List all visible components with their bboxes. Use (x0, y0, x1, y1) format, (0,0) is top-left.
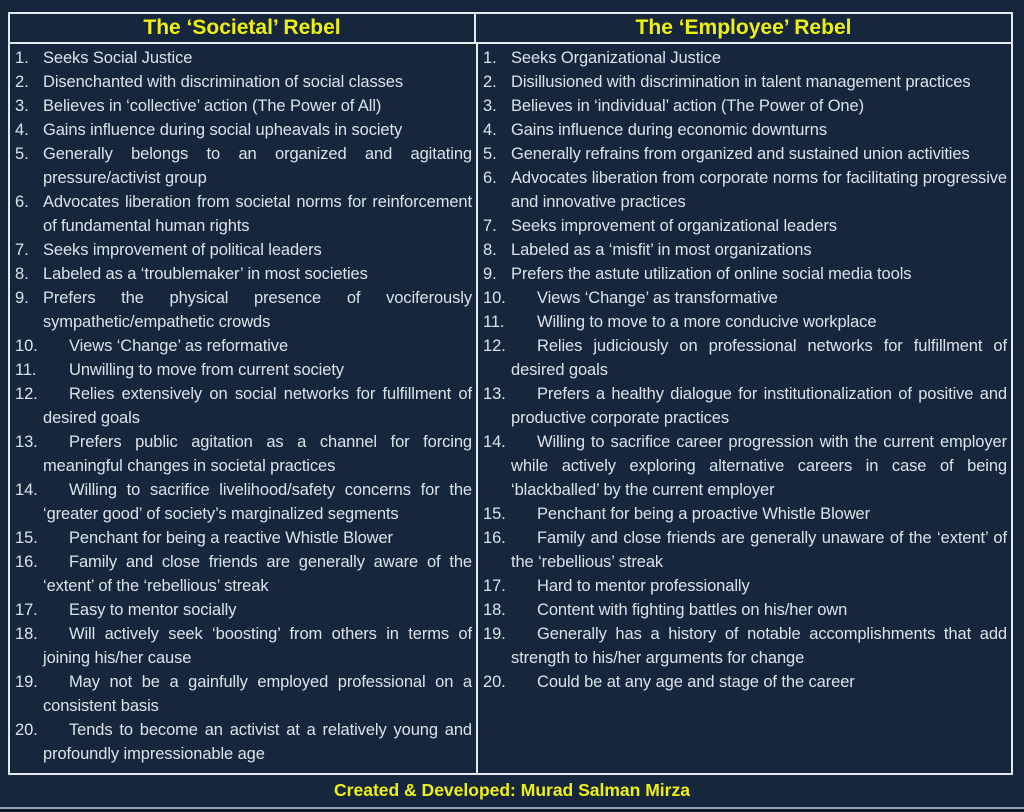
item-text: Advocates liberation from corporate norms for facilitating progressive and innovative practices (511, 169, 1007, 211)
list-item (15, 550, 472, 598)
list-item (15, 262, 472, 286)
item-text: Believes in ‘individual’ action (The Power of One) (511, 97, 864, 115)
item-text: Views ‘Change’ as transformative (537, 289, 778, 307)
item-text: Seeks Social Justice (43, 49, 193, 67)
item-text: Relies judiciously on professional networks for fulfillment of desired goals (511, 337, 1007, 379)
item-text: Willing to sacrifice career progression with the current employer while actively exploring alternative careers in case of being ‘blackballed’ by the current employer (511, 433, 1007, 499)
list-item (15, 526, 472, 550)
list-item (15, 598, 472, 622)
item-number: 4. (15, 121, 29, 139)
item-number: 20. (15, 721, 38, 739)
list-item (15, 334, 472, 358)
list-item (15, 46, 472, 70)
societal-rebel-list (10, 44, 478, 773)
item-number: 18. (15, 625, 38, 643)
item-number: 2. (15, 73, 29, 91)
item-text: Hard to mentor professionally (537, 577, 750, 595)
list-item (483, 574, 1007, 598)
list-item (15, 430, 472, 478)
item-text: Generally refrains from organized and sustained union activities (511, 145, 970, 163)
item-number: 9. (483, 265, 497, 283)
item-number: 5. (483, 145, 497, 163)
item-number: 14. (15, 481, 38, 499)
item-text: Penchant for being a reactive Whistle Blower (69, 529, 393, 547)
list-item (15, 70, 472, 94)
item-number: 10. (483, 289, 506, 307)
item-text: Disenchanted with discrimination of social classes (43, 73, 403, 91)
list-item (483, 262, 1007, 286)
list-item (483, 334, 1007, 382)
item-text: Prefers the physical presence of vociferously sympathetic/empathetic crowds (43, 289, 472, 331)
item-text: Generally has a history of notable accomplishments that add strength to his/her arguments for change (511, 625, 1007, 667)
item-text: May not be a gainfully employed professional on a consistent basis (43, 673, 472, 715)
item-number: 20. (483, 673, 506, 691)
item-text: Believes in ‘collective’ action (The Power of All) (43, 97, 382, 115)
item-number: 15. (483, 505, 506, 523)
item-number: 3. (483, 97, 497, 115)
item-text: Seeks improvement of political leaders (43, 241, 322, 259)
list-item (15, 94, 472, 118)
list-item (483, 118, 1007, 142)
item-number: 15. (15, 529, 38, 547)
list-item (483, 142, 1007, 166)
column-header-societal-rebel: The ‘Societal’ Rebel (10, 14, 476, 42)
list-item (483, 382, 1007, 430)
list-item (483, 526, 1007, 574)
table-header-row (10, 14, 1011, 44)
item-text: Labeled as a ‘troublemaker’ in most societies (43, 265, 368, 283)
item-number: 8. (15, 265, 29, 283)
list-item (15, 142, 472, 190)
item-number: 11. (483, 313, 505, 331)
item-text: Family and close friends are generally aware of the ‘extent’ of the ‘rebellious’ streak (43, 553, 472, 595)
item-text: Family and close friends are generally unaware of the ‘extent’ of the ‘rebellious’ streak (511, 529, 1007, 571)
item-text: Unwilling to move from current society (69, 361, 344, 379)
item-number: 14. (483, 433, 506, 451)
item-text: Gains influence during social upheavals in society (43, 121, 403, 139)
item-text: Prefers a healthy dialogue for institutionalization of positive and productive corporate practices (511, 385, 1007, 427)
list-item (483, 430, 1007, 502)
list-item (483, 670, 1007, 694)
item-text: Advocates liberation from societal norms for reinforcement of fundamental human rights (43, 193, 472, 235)
item-number: 13. (483, 385, 506, 403)
item-text: Easy to mentor socially (69, 601, 237, 619)
item-number: 7. (15, 241, 29, 259)
list-item (483, 286, 1007, 310)
list-item (483, 310, 1007, 334)
list-item (483, 598, 1007, 622)
item-number: 19. (15, 673, 38, 691)
item-text: Penchant for being a proactive Whistle Blower (537, 505, 871, 523)
item-text: Could be at any age and stage of the career (537, 673, 855, 691)
item-text: Prefers public agitation as a channel for forcing meaningful changes in societal practices (43, 433, 472, 475)
list-item (483, 166, 1007, 214)
item-text: Willing to sacrifice livelihood/safety concerns for the ‘greater good’ of society’s marginalized segments (43, 481, 472, 523)
list-item (15, 622, 472, 670)
item-text: Willing to move to a more conducive workplace (537, 313, 877, 331)
item-text: Generally belongs to an organized and agitating pressure/activist group (43, 145, 472, 187)
item-number: 1. (15, 49, 29, 67)
item-number: 3. (15, 97, 29, 115)
list-item (483, 46, 1007, 70)
list-item (483, 214, 1007, 238)
item-number: 6. (15, 193, 29, 211)
credit-line: Created & Developed: Murad Salman Mirza (334, 780, 690, 800)
item-text: Labeled as a ‘misfit’ in most organizations (511, 241, 812, 259)
list-item (15, 190, 472, 238)
item-number: 6. (483, 169, 497, 187)
list-item (15, 118, 472, 142)
item-text: Prefers the astute utilization of online social media tools (511, 265, 912, 283)
list-item (15, 478, 472, 526)
list-item (15, 670, 472, 718)
item-text: Views ‘Change’ as reformative (69, 337, 289, 355)
list-item (483, 70, 1007, 94)
item-number: 12. (15, 385, 38, 403)
item-number: 16. (15, 553, 38, 571)
list-item (15, 358, 472, 382)
item-number: 11. (15, 361, 37, 379)
item-number: 12. (483, 337, 506, 355)
item-text: Seeks improvement of organizational leaders (511, 217, 837, 235)
item-number: 18. (483, 601, 506, 619)
item-text: Relies extensively on social networks for fulfillment of desired goals (43, 385, 472, 427)
item-number: 7. (483, 217, 497, 235)
item-text: Content with fighting battles on his/her own (537, 601, 848, 619)
item-number: 19. (483, 625, 506, 643)
item-number: 16. (483, 529, 506, 547)
list-item (483, 622, 1007, 670)
item-text: Seeks Organizational Justice (511, 49, 721, 67)
item-number: 17. (15, 601, 38, 619)
item-number: 9. (15, 289, 29, 307)
rebel-comparison-table (8, 12, 1013, 775)
item-number: 4. (483, 121, 497, 139)
item-text: Tends to become an activist at a relatively young and profoundly impressionable age (43, 721, 472, 763)
item-text: Disillusioned with discrimination in talent management practices (511, 73, 971, 91)
item-number: 13. (15, 433, 38, 451)
item-number: 2. (483, 73, 497, 91)
list-item (483, 94, 1007, 118)
item-number: 17. (483, 577, 506, 595)
item-number: 8. (483, 241, 497, 259)
item-text: Gains influence during economic downturns (511, 121, 827, 139)
table-body-row (10, 44, 1011, 773)
employee-rebel-list (478, 44, 1011, 773)
list-item (483, 502, 1007, 526)
list-item (15, 382, 472, 430)
list-item (483, 238, 1007, 262)
item-number: 10. (15, 337, 38, 355)
item-number: 5. (15, 145, 29, 163)
column-header-employee-rebel: The ‘Employee’ Rebel (635, 16, 852, 39)
list-item (15, 238, 472, 262)
item-number: 1. (483, 49, 497, 67)
item-text: Will actively seek ‘boosting’ from others in terms of joining his/her cause (43, 625, 472, 667)
list-item (15, 286, 472, 334)
list-item (15, 718, 472, 766)
